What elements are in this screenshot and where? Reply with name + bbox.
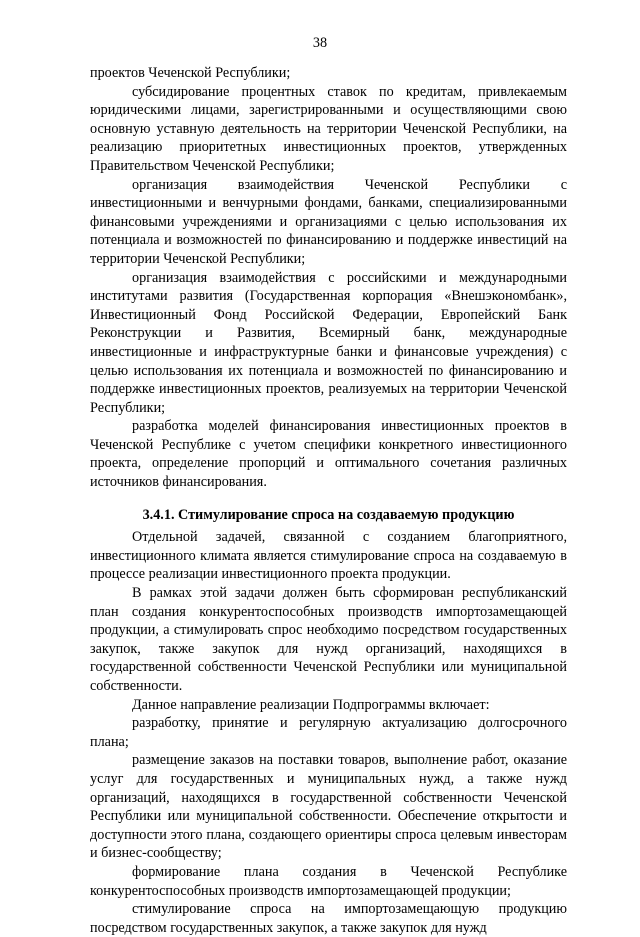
paragraphs-before — [90, 64, 567, 492]
paragraph: формирование плана создания в Чеченской Республике конкурентоспособных производств импортозамещающей продукции; — [90, 863, 567, 899]
paragraphs-after — [90, 528, 567, 937]
page-number: 38 — [312, 35, 328, 51]
section-heading: 3.4.1. Стимулирование спроса на создаваемую продукцию — [142, 506, 515, 523]
paragraph: разработка моделей финансирования инвестиционных проектов в Чеченской Республике с учетом специфики конкретного инвестиционного проекта, определение пропорций и оптимального сочетания различных источников финансирования. — [90, 418, 567, 491]
paragraph: стимулирование спроса на импортозамещающую продукцию посредством государственных закупок, а также закупок для нужд — [90, 901, 567, 936]
paragraph: разработку, принятие и регулярную актуализацию долгосрочного плана; — [90, 715, 567, 750]
paragraph: Отдельной задачей, связанной с созданием благоприятного, инвестиционного климата является стимулирование спроса на создаваемую в процессе реализации инвестиционного проекта продукции. — [90, 529, 567, 583]
page-content — [90, 64, 567, 937]
paragraph: проектов Чеченской Республики; — [90, 65, 291, 81]
paragraph: В рамках этой задачи должен быть сформирован республиканский план создания конкурентоспособных производств импортозамещающей продукции, а стимулировать спрос необходимо посредством государственных закупок, также закупок для нужд организаций, находящихся в государственной собственности Чеченской Республики или муниципальной собственности. — [90, 585, 567, 694]
paragraph: Данное направление реализации Подпрограммы включает: — [132, 696, 490, 713]
paragraph: организация взаимодействия с российскими и международными институтами развития (Государственная корпорация «Внешэкономбанк», Инвестиционный Фонд Российской Федерации, Европейский Банк Реконструкции и Развития, Всемирный банк, международные инвестиционные и инфраструктурные банки и финансовые учреждения) с целью использования их потенциала и возможностей по финансированию и поддержке инвестиционных проектов, реализуемых на территории Чеченской Республики; — [90, 269, 567, 416]
paragraph: размещение заказов на поставки товаров, выполнение работ, оказание услуг для государственных и муниципальных нужд, а также нужд организаций, находящихся в государственной собственности Чеченской Республики или муниципальной собственности. Обеспечение открытости и доступности этого плана, создающего ориентиры спроса целевым инвесторам и бизнес-сообществу; — [90, 752, 567, 862]
paragraph: субсидирование процентных ставок по кредитам, привлекаемым юридическими лицами, зарегистрированными и осуществляющими свою основную уставную деятельность на территории Чеченской Республики, на реализацию приоритетных инвестиционных проектов, утвержденных Правительством Чеченской Республики; — [90, 83, 567, 174]
paragraph: организация взаимодействия Чеченской Республики с инвестиционными и венчурными фондами, банками, специализированными финансовыми учреждениями и организациями с целью использования их потенциала и возможностей по финансированию и поддержке инвестиций на территории Чеченской Республики; — [90, 176, 567, 267]
